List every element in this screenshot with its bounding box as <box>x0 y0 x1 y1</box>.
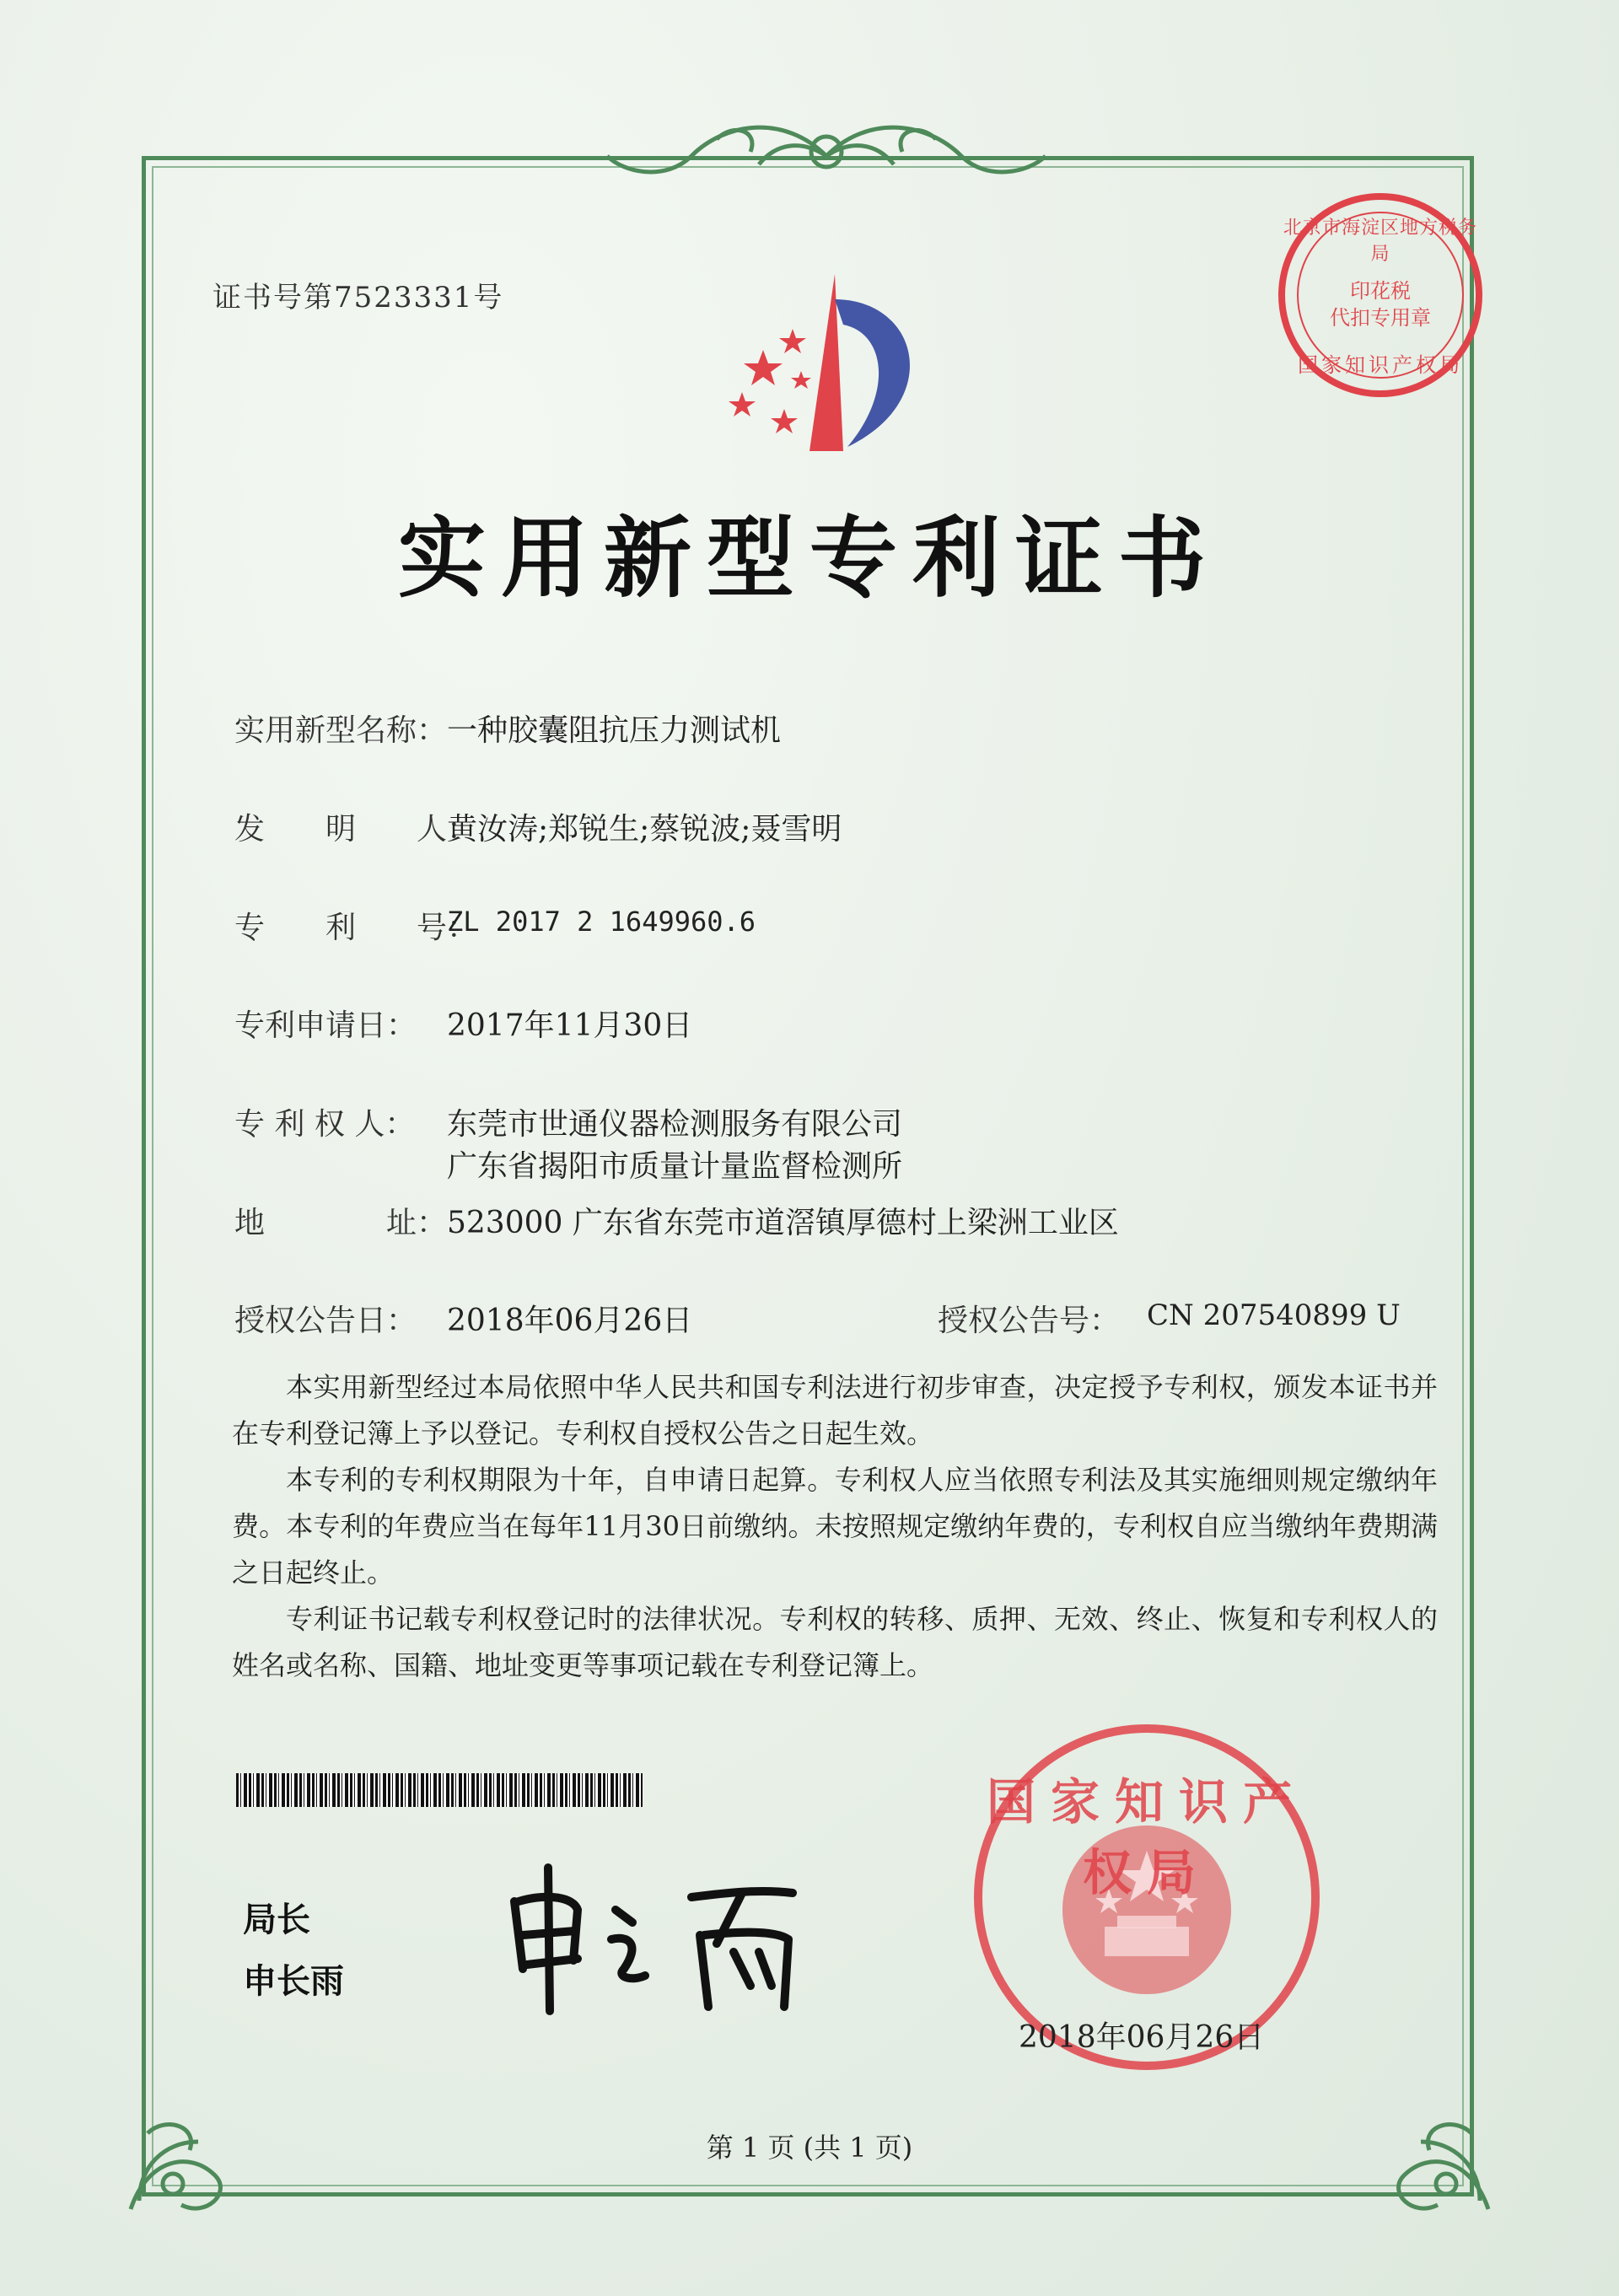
page-number: 第 1 页 (共 1 页) <box>706 2132 913 2164</box>
grant-date-label: 授权公告日： <box>234 1304 417 1338</box>
main-seal-ring-text: 国家知识产权局 <box>986 1773 1307 1901</box>
grant-number-label: 授权公告号： <box>938 1304 1121 1338</box>
address-label: 地 址： <box>234 1206 448 1240</box>
inventors-value: 黄汝涛;郑锐生;蔡锐波;聂雪明 <box>447 812 842 847</box>
paragraph-2: 本专利的专利权期限为十年，自申请日起算。专利权人应当依照专利法及其实施细则规定缴纳年费。本专利的年费应当在每年11月30日前缴纳。未按照规定缴纳年费的，专利权自应当缴纳年费期满之日起终止。 <box>232 1464 1438 1589</box>
inventor-label: 发 明 人： <box>234 812 478 847</box>
grant-number-value: CN 207540899 U <box>1147 1299 1401 1332</box>
seal-date: 2018年06月26日 <box>1019 2020 1265 2055</box>
address-value: 523000 广东省东莞市道滘镇厚德村上梁洲工业区 <box>447 1206 1119 1240</box>
certificate-body-text <box>232 1364 1438 1689</box>
patentee-1-value: 东莞市世通仪器检测服务有限公司 <box>447 1107 903 1142</box>
paragraph-3: 专利证书记载专利权登记时的法律状况。专利权的转移、质押、无效、终止、恢复和专利权人的姓名或名称、国籍、地址变更等事项记载在专利登记簿上。 <box>232 1603 1438 1681</box>
utility-model-name-label: 实用新型名称： <box>234 713 448 748</box>
top-ornament-icon <box>590 105 1062 198</box>
tax-stamp-seal <box>1275 190 1486 401</box>
director-title: 局长 <box>243 1900 310 1939</box>
tax-seal-ring-text: 北京市海淀区地方税务局 <box>1283 218 1477 265</box>
patentee-label: 专 利 权 人： <box>234 1107 416 1142</box>
patent-number-value: ZL 2017 2 1649960.6 <box>447 906 756 938</box>
patent-number-label: 专 利 号： <box>234 911 478 945</box>
patent-office-logo-icon <box>708 266 953 460</box>
certificate-title: 实用新型专利证书 <box>397 506 1221 610</box>
paragraph-1: 本实用新型经过本局依照中华人民共和国专利法进行初步审查，决定授予专利权，颁发本证书并在专利登记簿上予以登记。专利权自授权公告之日起生效。 <box>232 1371 1438 1449</box>
tax-seal-center-line1: 印花税 <box>1350 279 1411 303</box>
utility-model-name-value: 一种胶囊阻抗压力测试机 <box>447 713 782 748</box>
barcode <box>236 1773 643 1807</box>
certificate-number: 证书号第7523331号 <box>212 281 504 315</box>
tax-seal-center-line2: 代扣专用章 <box>1330 306 1431 330</box>
tax-seal-bottom-text: 国家知识产权局 <box>1298 353 1463 377</box>
director-name: 申长雨 <box>243 1961 344 2001</box>
grant-date-value: 2018年06月26日 <box>447 1304 693 1338</box>
handwritten-signature-icon <box>498 1851 835 2019</box>
application-date-value: 2017年11月30日 <box>447 1008 693 1043</box>
patentee-2-value: 广东省揭阳市质量计量监督检测所 <box>447 1149 903 1184</box>
application-date-label: 专利申请日： <box>234 1008 417 1043</box>
